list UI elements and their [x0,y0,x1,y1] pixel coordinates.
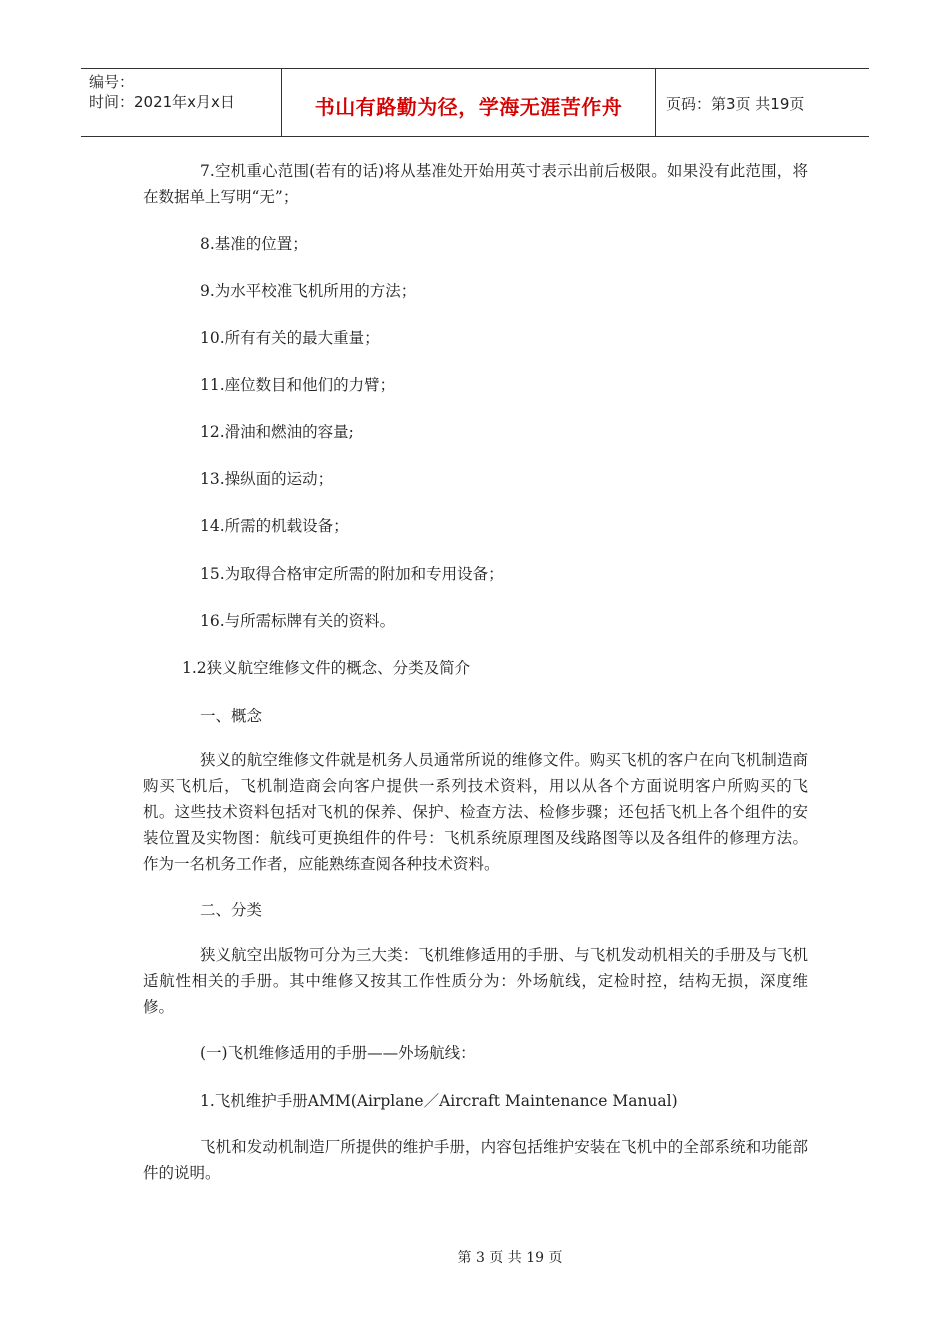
list-item-13: 13.操纵面的运动； [200,470,334,488]
list-item-12: 12.滑油和燃油的容量; [200,423,354,441]
list-item-16: 16.与所需标牌有关的资料。 [200,612,396,630]
list-item-9: 9.为水平校准飞机所用的方法； [200,282,417,300]
classification-paragraph: 狭义航空出版物可分为三大类：飞机维修适用的手册、与飞机发动机相关的手册及与飞机适航性相关的手册。其中维修又按其工作性质分为：外场航线，定检时控，结构无损，深度维修。 [143,946,808,1016]
list-item-10: 10.所有有关的最大重量； [200,329,380,347]
header-page-cell [656,69,869,136]
page-header [81,68,869,137]
concept-paragraph: 狭义的航空维修文件就是机务人员通常所说的维修文件。购买飞机的客户在向飞机制造商购买飞机后，飞机制造商会向客户提供一系列技术资料，用以从各个方面说明客户所购买的飞机。这些技术资料包括对飞机的保养、保护、检查方法、检修步骤；还包括飞机上各个组件的安装位置及实物图：航线可更换组件的件号：飞机系统原理图及线路图等以及各组件的修理方法。作为一名机务工作者，应能熟练查阅各种技术资料。 [143,751,808,873]
list-item-15: 15.为取得合格审定所需的附加和专用设备； [200,565,504,583]
header-page-number: 页码：第3页 共19页 [666,95,805,113]
amm-item: 1.飞机维护手册AMM(Airplane／Aircraft Maintenance Manual) [200,1092,678,1110]
list-item-14: 14.所需的机载设备； [200,517,349,535]
document-date: 时间：2021年x月x日 [89,93,235,111]
page-footer: 第 3 页 共 19 页 [457,1250,563,1266]
manual-category-heading: (一)飞机维修适用的手册——外场航线： [200,1044,476,1062]
classification-heading: 二、分类 [200,901,263,919]
list-item-11: 11.座位数目和他们的力臂； [200,376,396,394]
document-number-label: 编号： [89,73,135,91]
list-item-8: 8.基准的位置； [200,235,308,253]
concept-heading: 一、概念 [200,707,263,725]
header-motto: 书山有路勤为径，学海无涯苦作舟 [314,95,623,119]
amm-paragraph: 飞机和发动机制造厂所提供的维护手册，内容包括维护安装在飞机中的全部系统和功能部件的说明。 [143,1138,808,1182]
header-info-cell [81,69,282,136]
section-heading-1-2: 1.2狭义航空维修文件的概念、分类及简介 [182,659,471,677]
header-motto-cell [282,69,656,136]
list-item-7: 7.空机重心范围(若有的话)将从基准处开始用英寸表示出前后极限。如果没有此范围，将在数据单上写明“无”； [143,162,808,206]
